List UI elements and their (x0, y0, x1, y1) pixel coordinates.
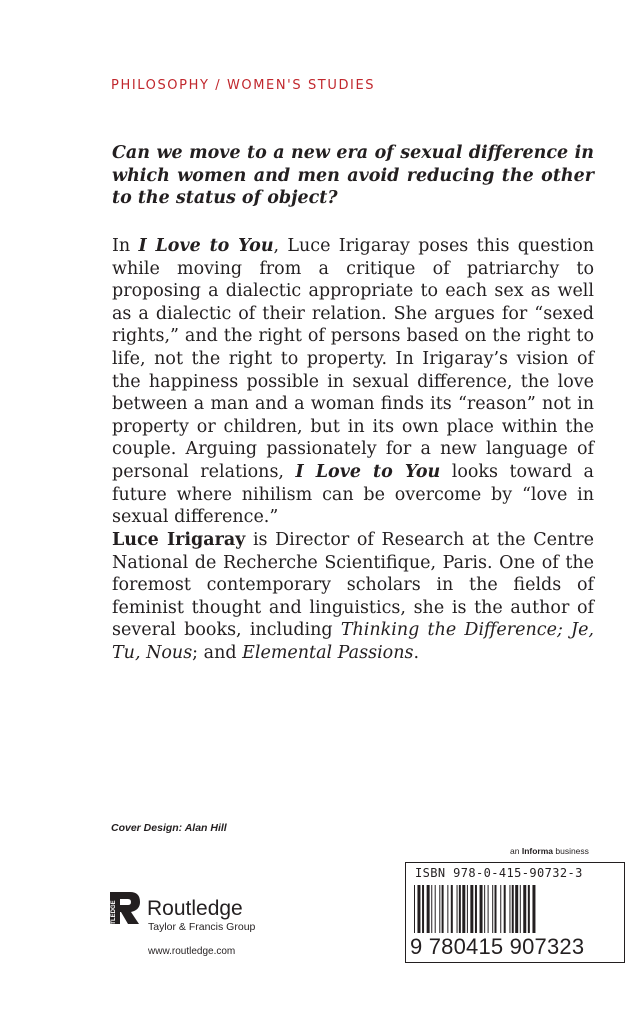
barcode-bar (467, 885, 468, 933)
bio-text-3: . (413, 642, 420, 663)
barcode-bar (457, 885, 458, 933)
barcode-bar (523, 885, 526, 933)
book-title-repeat: I Love to You (295, 461, 441, 482)
publisher-name: Routledge (147, 897, 243, 920)
barcode-bar (488, 885, 489, 933)
barcode-bar (442, 885, 444, 933)
barcode-bar (422, 885, 424, 933)
category-label: PHILOSOPHY / WOMEN'S STUDIES (111, 78, 376, 93)
bio-text-2: ; and (192, 642, 243, 663)
barcode-bar (520, 885, 521, 933)
author-bio-paragraph (112, 529, 594, 665)
informa-prefix: an (510, 846, 522, 856)
barcode-bar (417, 885, 420, 933)
isbn-label: ISBN 978-0-415-90732-3 (415, 866, 583, 880)
para1-middle: , Luce Irigaray poses this question while moving from a critique of patriarchy to proposing a dialectic appropriate to each sex as well as a dialectic of their relation. She argues for “sexed rights,” and the right of persons based on the right to life, not the right to property. In Irigaray’s vision of the happiness possible in sexual difference, the love between a man and a woman finds its “reason” not in property or children, but in its own place within the couple. Arguing passionately for a new language of personal relations, (112, 236, 594, 482)
book-title: I Love to You (138, 236, 274, 256)
bio-books-1: Thinking the Difference; Je, Tu, Nous (112, 620, 594, 663)
barcode-bar (509, 885, 510, 933)
barcode-bar (528, 885, 530, 933)
cover-design-credit: Cover Design: Alan Hill (111, 822, 227, 834)
informa-tagline (510, 846, 589, 856)
logo-wordmark: ROUTLEDGE (111, 900, 117, 938)
barcode-bar (414, 885, 415, 933)
publisher-website: www.routledge.com (148, 946, 236, 957)
barcode-bar (532, 885, 535, 933)
barcode-bar (475, 885, 477, 933)
barcode-bar (492, 885, 493, 933)
barcode-bar (435, 885, 436, 933)
routledge-logo-icon (106, 890, 142, 940)
para1-end: looks toward a future where nihilism can be overcome by “love in sexual difference.” (112, 461, 594, 528)
barcode-bar (484, 885, 485, 933)
barcode-bar (504, 885, 506, 933)
barcode-bar (427, 885, 430, 933)
barcode-bar (480, 885, 483, 933)
bio-books-2: Elemental Passions (242, 642, 414, 663)
barcode-bar (459, 885, 461, 933)
author-name: Luce Irigaray (112, 530, 246, 550)
informa-suffix: business (553, 846, 589, 856)
barcode-bar (451, 885, 453, 933)
description-paragraph (112, 235, 594, 529)
barcode-bar (500, 885, 501, 933)
bio-text-1: is Director of Research at the Centre National de Recherche Scientifique, Paris. One of the foremost contemporary scholars in the fields of feminist thought and linguistics, she is the author of several books, including (112, 530, 594, 641)
barcode-bar (447, 885, 448, 933)
barcode-bar (462, 885, 465, 933)
barcode-graphic (412, 885, 620, 933)
barcode-bar (431, 885, 432, 933)
barcode-bar (515, 885, 518, 933)
para1-lead: In (112, 236, 139, 256)
barcode-bar (512, 885, 514, 933)
lead-question: Can we move to a new era of sexual difference in which women and men avoid reducing the other to the status of object? (112, 143, 594, 209)
barcode-bar (470, 885, 473, 933)
publisher-group: Taylor & Francis Group (148, 921, 256, 933)
barcode-bar (439, 885, 440, 933)
barcode-bar (495, 885, 497, 933)
barcode-digits: 9 780415 907323 (410, 934, 585, 959)
informa-brand: Informa (521, 846, 553, 856)
